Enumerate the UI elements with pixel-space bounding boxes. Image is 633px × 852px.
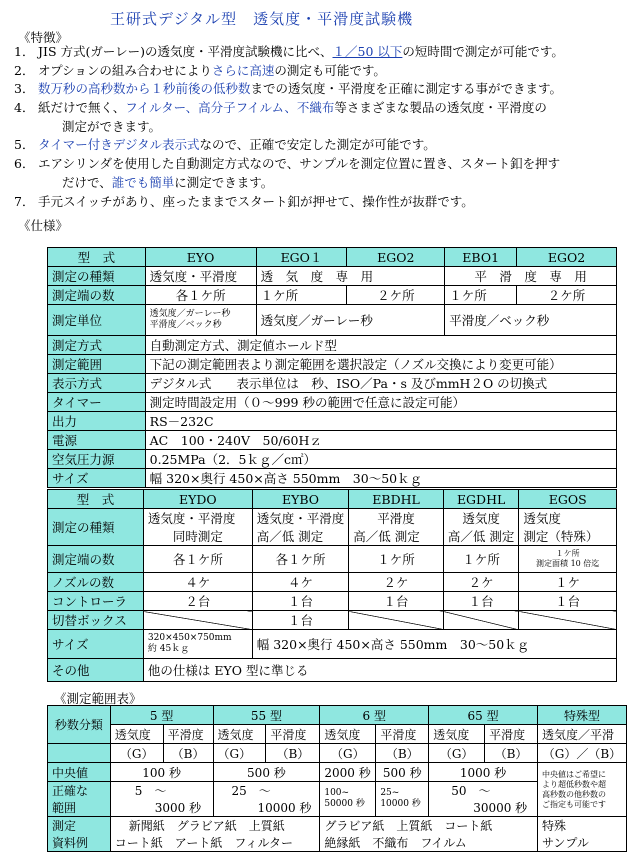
empty-cell (443, 611, 518, 630)
cell: ４ケ (143, 573, 252, 592)
feature-text: オプションの組み合わせにより (38, 62, 212, 78)
cell: 自動測定方式、測定値ホールド型 (145, 336, 616, 355)
feature-number: 7． (14, 193, 35, 209)
header-cell: EYO (145, 248, 256, 267)
cell (213, 782, 320, 817)
cell-line: 10000 秒 (257, 801, 312, 815)
sub-header: 平滑度 (485, 725, 538, 744)
feature-text: フイルター、高分子フイルム、不織布 (125, 100, 335, 116)
feature-text: の短時間で測定が可能です。 (402, 44, 564, 59)
cell: １ケ所 (256, 286, 347, 305)
row-label: 測定端の数 (48, 546, 144, 573)
gb-cell: （B） (485, 744, 538, 763)
cell-line: 25~ (380, 788, 400, 798)
note-line: ご指定も可能です (541, 799, 606, 809)
empty-cell (143, 611, 252, 630)
cell: 500 秒 (213, 763, 320, 782)
row-label: タイマー (48, 393, 146, 412)
cell: １ケ所 (443, 546, 518, 573)
cell-line: 30000 秒 (473, 801, 528, 815)
header-cell: EGO１ (256, 248, 347, 267)
feature-number: 3． (14, 81, 35, 97)
cell: RS－232C (145, 412, 616, 431)
feature-text: の測定も可能です。 (274, 62, 386, 78)
gb-cell: （B） (266, 744, 320, 763)
label-line: 資料例 (52, 836, 89, 850)
cell-line: 5 ～ (134, 784, 167, 798)
sub-header: 透気度 (429, 725, 485, 744)
group-header: 6 型 (320, 706, 429, 725)
cell (110, 817, 320, 852)
row-label: 空気圧力源 (48, 450, 146, 469)
feature-number: 2． (14, 62, 35, 78)
feature-line (14, 193, 629, 212)
cell: １台 (349, 592, 444, 611)
feature-text: 紙だけで無く、 (38, 100, 126, 116)
sub-header: 平滑度 (163, 725, 213, 744)
row-label: ノズルの数 (48, 573, 144, 592)
feature-number: 1． (14, 44, 35, 59)
row-label: サイズ (48, 469, 146, 488)
cell (143, 630, 252, 659)
row-label: 切替ボックス (48, 611, 144, 630)
label-line: 範囲 (52, 801, 77, 815)
cell: デジタル式 表示単位は 秒、ISO／Pa・s 及びmmH２O の切換式 (145, 374, 616, 393)
cell: ２ケ (443, 573, 518, 592)
row-label: 測定単位 (48, 305, 146, 336)
cell-line: 50000 秒 (324, 799, 365, 809)
sub-header: 平滑度 (266, 725, 320, 744)
row-label (48, 817, 111, 852)
cell (429, 782, 538, 817)
label-line: 正確な (52, 784, 89, 798)
cell-line: 100~ (324, 788, 350, 798)
header-cell: 型 式 (48, 248, 146, 267)
row-label: 表示方式 (48, 374, 146, 393)
cell-line: 透気度／ガーレー秒 (149, 309, 231, 319)
feature-number: 6． (14, 156, 35, 172)
cell: １台 (252, 592, 349, 611)
row-label: 電源 (48, 431, 146, 450)
row-label: 測定端の数 (48, 286, 146, 305)
cell: １ケ所 (445, 286, 517, 305)
feature-text: タイマー付きデジタル表示式 (38, 137, 200, 153)
cell (519, 509, 617, 546)
cell-line: 高／低 測定 (256, 529, 324, 544)
feature-line (14, 174, 629, 193)
cell: 平滑度／ベック秒 (445, 305, 617, 336)
cell (537, 817, 626, 852)
cell-line: 特殊 (541, 819, 566, 833)
cell: １台 (519, 592, 617, 611)
cell: 透気度／ガーレー秒 (256, 305, 445, 336)
note-line: より超低秒数や超 (541, 779, 606, 789)
range-heading: 《測定範囲表》 (54, 691, 142, 706)
cell-line: 透気度・平滑度 (147, 511, 236, 526)
group-header: 特殊型 (537, 706, 626, 725)
cell-line: 新聞紙 グラビア紙 上質紙 (128, 819, 285, 833)
features-list (14, 43, 629, 211)
feature-line (14, 99, 629, 118)
feature-text: 測定ができます。 (62, 118, 162, 134)
header-cell: EYDO (143, 490, 252, 509)
row-label (48, 782, 111, 817)
cell-line: 絶縁紙 不織布 フイルム (324, 836, 467, 850)
cell (110, 782, 213, 817)
cell-line: 平滑度 (377, 511, 415, 526)
cell-line: 約 45ｋｇ (147, 644, 190, 654)
gb-cell: （G） (320, 744, 376, 763)
gb-cell: （B） (376, 744, 429, 763)
cell: 各１ケ所 (143, 546, 252, 573)
cell: １ケ (519, 573, 617, 592)
cell-line: １ケ所 (555, 549, 580, 558)
cell: １台 (252, 611, 349, 630)
row-label: サイズ (48, 630, 144, 659)
row-label: 測定の種類 (48, 267, 146, 286)
feature-line (14, 155, 629, 174)
cell: ２ケ (349, 573, 444, 592)
cell: 2000 秒 (320, 763, 376, 782)
header-cell: EGO2 (347, 248, 445, 267)
gb-cell: （G） (110, 744, 163, 763)
gb-cell: （G） (429, 744, 485, 763)
gb-cell: （G） (213, 744, 266, 763)
cell-line: 10000 秒 (380, 799, 421, 809)
cell: AC 100・240V 50/60Hｚ (145, 431, 616, 450)
feature-line (14, 136, 629, 155)
range-table (47, 705, 627, 852)
row-label: 秒数分類 (48, 706, 111, 744)
note-line: 高秒数の他秒数の (541, 789, 606, 799)
cell-line: 高／低 測定 (447, 529, 515, 544)
cell: 500 秒 (376, 763, 429, 782)
group-header: 65 型 (429, 706, 538, 725)
cell: 0.25MPa（2．5ｋｇ／c㎡） (145, 450, 616, 469)
sub-header: 透気度 (110, 725, 163, 744)
feature-text: までの透気度・平滑度を正確に測定する事ができます。 (250, 81, 563, 97)
cell (252, 509, 349, 546)
cell-line: 50 ～ (451, 784, 491, 798)
feature-line (14, 80, 629, 99)
row-label: 測定の種類 (48, 509, 144, 546)
row-label: 測定方式 (48, 336, 146, 355)
cell-line: 透気度 (462, 511, 500, 526)
page-title: 王研式デジタル型 透気度・平滑度試験機 (110, 10, 414, 28)
features-heading: 《特徴》 (18, 30, 69, 45)
feature-text: １／50 以下 (332, 44, 403, 59)
empty-cell (349, 611, 444, 630)
cell: 100 秒 (110, 763, 213, 782)
sub-header: 透気度 (320, 725, 376, 744)
sub-header: 透気度／平滑 (537, 725, 626, 744)
cell-line: グラビア紙 上質紙 コート紙 (324, 819, 493, 833)
cell: 下記の測定範囲表より測定範囲を選択設定（ノズル交換により変更可能） (145, 355, 616, 374)
spec-table-1 (47, 247, 617, 488)
feature-line (14, 62, 629, 81)
sub-header: 透気度 (213, 725, 266, 744)
row-label: 測定範囲 (48, 355, 146, 374)
cell: 1000 秒 (429, 763, 538, 782)
cell-line: 透気度・平滑度 (256, 511, 345, 526)
cell (320, 817, 538, 852)
feature-line (14, 118, 629, 137)
sub-header: 平滑度 (376, 725, 429, 744)
cell-line: 320×450×750mm (147, 633, 232, 643)
feature-line (14, 43, 629, 62)
cell: 他の仕様は EYO 型に準じる (143, 659, 616, 682)
cell: 透気度・平滑度 (145, 267, 256, 286)
cell (376, 782, 429, 817)
cell: ４ケ (252, 573, 349, 592)
cell: 透 気 度 専 用 (256, 267, 445, 286)
cell (320, 782, 376, 817)
note-line: 中央値はご希望に (541, 769, 606, 779)
header-cell: EGDHL (443, 490, 518, 509)
group-header: 5 型 (110, 706, 213, 725)
cell: １台 (443, 592, 518, 611)
cell-line: 同時測定 (172, 529, 223, 544)
header-cell: EGO2 (517, 248, 617, 267)
cell (349, 509, 444, 546)
cell (443, 509, 518, 546)
cell: 各１ケ所 (252, 546, 349, 573)
feature-number: 5． (14, 137, 35, 153)
cell: 各１ケ所 (145, 286, 256, 305)
cell-line: 測定面積 10 倍迄 (536, 559, 600, 568)
feature-text: 誰でも簡単 (111, 174, 175, 190)
row-label: その他 (48, 659, 144, 682)
cell: ２ケ所 (517, 286, 617, 305)
gb-cell: （B） (163, 744, 213, 763)
cell (143, 509, 252, 546)
special-note (537, 763, 626, 817)
feature-text: だけで、 (62, 174, 112, 190)
header-cell: EGOS (519, 490, 617, 509)
cell: 測定時間設定用（０～999 秒の範囲で任意に設定可能） (145, 393, 616, 412)
feature-text: JIS 方式(ガーレー)の透気度・平滑度試験機に比べ、 (38, 44, 333, 59)
cell: 幅 320×奥行 450×高さ 550mm 30～50ｋｇ (145, 469, 616, 488)
gb-cell: （G）／（B） (537, 744, 626, 763)
row-label (48, 744, 111, 763)
cell-line: 測定（特殊） (523, 529, 599, 544)
feature-text: 手元スイッチがあり、座ったままでスタート釦が押せて、操作性が抜群です。 (38, 193, 474, 209)
cell: 幅 320×奥行 450×高さ 550mm 30～50ｋｇ (252, 630, 616, 659)
feature-text: 数万秒の高秒数から１秒前後の低秒数 (38, 81, 251, 97)
cell-line: サンプル (541, 836, 589, 850)
cell (519, 546, 617, 573)
cell-line: 3000 秒 (154, 801, 202, 815)
header-cell: EBO1 (445, 248, 517, 267)
cell-line: コート紙 アート紙 フィルター (114, 836, 293, 850)
cell-line: 平滑度／ベック秒 (149, 320, 222, 330)
feature-text: なので、正確で安定した測定が可能です。 (199, 137, 436, 153)
feature-text: に測定できます。 (174, 174, 274, 190)
feature-text: 等さまざまな製品の透気度・平滑度の (334, 100, 547, 116)
cell-line: 高／低 測定 (353, 529, 420, 544)
cell-line: 25 ～ (231, 784, 271, 798)
cell: ２ケ所 (347, 286, 445, 305)
empty-cell (519, 611, 617, 630)
row-label: 出力 (48, 412, 146, 431)
header-cell: EYBO (252, 490, 349, 509)
feature-text: さらに高速 (211, 62, 275, 78)
feature-text: エアシリンダを使用した自動測定方式なので、サンプルを測定位置に置き、スタート釦を押す (38, 156, 561, 172)
spec-table-2 (47, 489, 617, 682)
row-label: 中央値 (48, 763, 111, 782)
label-line: 測定 (52, 819, 77, 833)
cell (145, 305, 256, 336)
header-cell: 型 式 (48, 490, 144, 509)
feature-number: 4． (14, 100, 35, 116)
cell: ２台 (143, 592, 252, 611)
group-header: 55 型 (213, 706, 320, 725)
cell: 平 滑 度 専 用 (445, 267, 617, 286)
cell-line: 透気度 (523, 511, 561, 526)
header-cell: EBDHL (349, 490, 444, 509)
cell: １ケ所 (349, 546, 444, 573)
row-label: コントローラ (48, 592, 144, 611)
spec-heading: 《仕様》 (18, 218, 69, 233)
